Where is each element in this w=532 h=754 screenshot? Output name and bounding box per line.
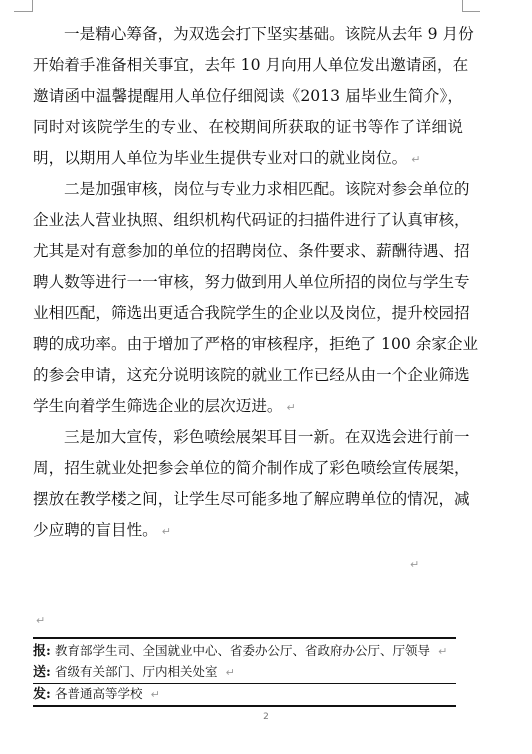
- crop-mark-top-right-v: [462, 0, 463, 12]
- distribution-top-rule: [33, 637, 456, 639]
- paragraph-mark-icon: ↵: [225, 666, 235, 679]
- paragraph-line: [33, 515, 463, 546]
- paragraph-mark-icon: ↵: [438, 645, 448, 658]
- paragraph-line: 聘人数等进行一一审核，努力做到用人单位所招的岗位与学生专: [33, 273, 470, 291]
- paragraph-line: 开始着手准备相关事宜，去年 10 月向用人单位发出邀请函，在: [33, 56, 469, 74]
- paragraph-line: 同时对该院学生的专业、在校期间所获取的证书等作了详细说: [33, 118, 463, 136]
- paragraph-mark-icon: ↵: [410, 558, 420, 571]
- distribution-recipients: 省级有关部门、厅内相关处室: [54, 664, 218, 679]
- paragraph-line: 二是加强审核，岗位与专业力求相匹配。该院对参会单位的: [64, 180, 470, 198]
- paragraph-line: 企业法人营业执照、组织机构代码证的扫描件进行了认真审核，: [33, 211, 470, 229]
- page-number: 2: [263, 712, 269, 722]
- distribution-report-line: [33, 640, 463, 662]
- paragraph-preparation: [33, 19, 474, 174]
- paragraph-line: 尤其是对有意参加的单位的招聘岗位、条件要求、薪酬待遇、招: [33, 242, 470, 260]
- paragraph-line: 三是加大宣传，彩色喷绘展架耳目一新。在双选会进行前一: [64, 428, 470, 446]
- distribution-recipients: 各普通高等学校: [54, 686, 143, 701]
- paragraph-line: 聘的成功率。由于增加了严格的审核程序，拒绝了 100 余家企业: [33, 335, 479, 353]
- paragraph-mark-icon: ↵: [161, 525, 171, 538]
- paragraph-line: 的参会申请，这充分说明该院的就业工作已经从由一个企业筛选: [33, 366, 470, 384]
- paragraph-line: [33, 391, 463, 422]
- distribution-issue-line: [33, 683, 463, 705]
- paragraph-mark-icon: ↵: [36, 614, 46, 627]
- paragraph-line-text: 学生向着学生筛选企业的层次迈进。: [33, 397, 283, 415]
- paragraph-mark-icon: ↵: [286, 401, 296, 414]
- distribution-send-line: [33, 661, 463, 683]
- paragraph-line: 摆放在教学楼之间，让学生尽可能多地了解应聘单位的情况，减: [33, 490, 470, 508]
- crop-mark-top-left-v: [32, 0, 33, 12]
- paragraph-publicity: [33, 422, 470, 546]
- paragraph-line: [33, 143, 463, 174]
- paragraph-line: 周，招生就业处把参会单位的简介制作成了彩色喷绘宣传展架，: [33, 459, 470, 477]
- paragraph-line: 一是精心筹备，为双选会打下坚实基础。该院从去年 9 月份: [64, 25, 474, 43]
- distribution-label: 发:: [33, 687, 51, 702]
- paragraph-line: 业相匹配，筛选出更适合我院学生的企业以及岗位，提升校园招: [33, 304, 470, 322]
- crop-mark-top-right-h: [462, 11, 480, 12]
- paragraph-review: [33, 174, 479, 422]
- paragraph-mark-icon: ↵: [411, 153, 421, 166]
- paragraph-line: 邀请函中温馨提醒用人单位仔细阅读《2013 届毕业生简介》，: [33, 87, 463, 105]
- distribution-label: 送:: [33, 665, 51, 680]
- crop-mark-top-left-h: [14, 11, 32, 12]
- distribution-recipients: 教育部学生司、全国就业中心、省委办公厅、省政府办公厅、厅领导: [54, 643, 430, 658]
- distribution-bottom-rule: [33, 705, 456, 707]
- paragraph-mark-icon: ↵: [150, 688, 160, 701]
- paragraph-line-text: 少应聘的盲目性。: [33, 521, 158, 539]
- distribution-label: 报:: [33, 644, 51, 659]
- paragraph-line-text: 明，以期用人单位为毕业生提供专业对口的就业岗位。: [33, 149, 408, 167]
